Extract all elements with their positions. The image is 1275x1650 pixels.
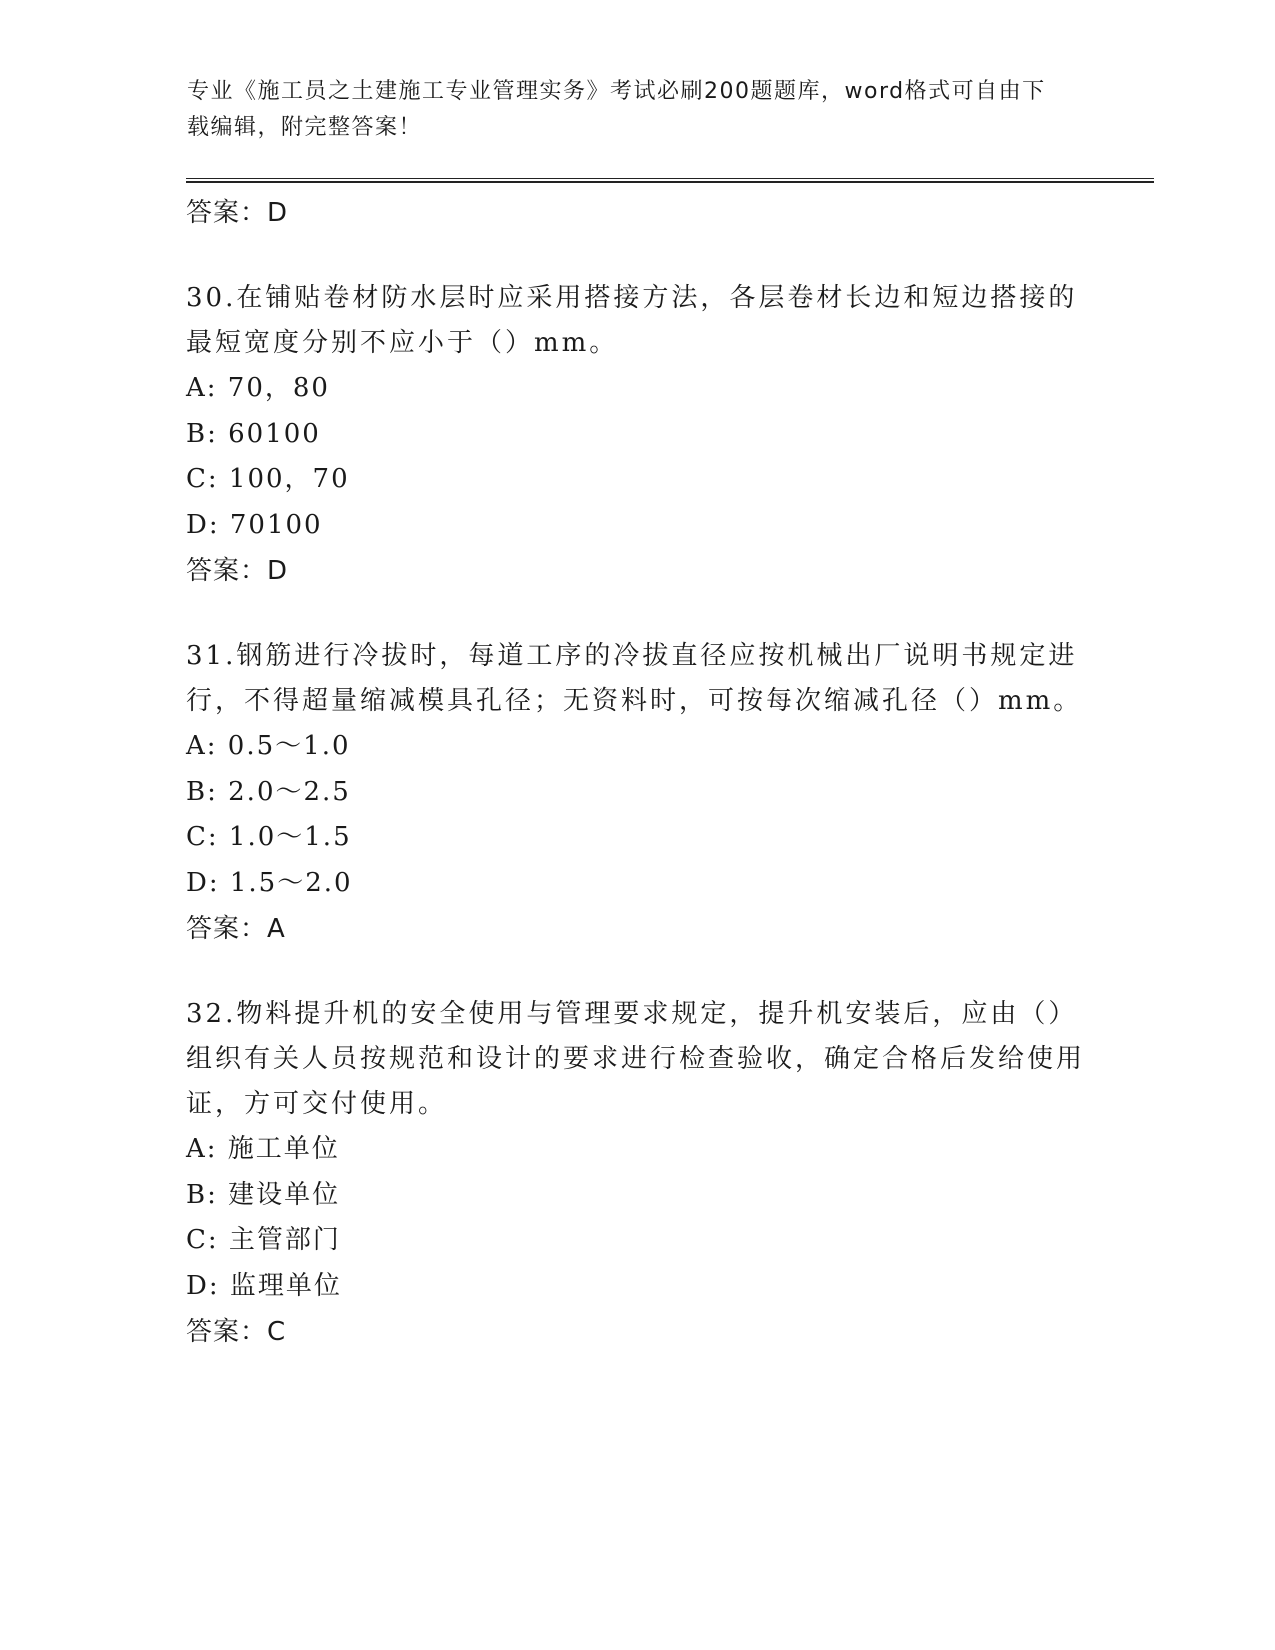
option-a: A: 0.5～1.0: [186, 731, 351, 761]
question-text: 31.钢筋进行冷拔时，每道工序的冷拔直径应按机械出厂说明书规定进行，不得超量缩减模具孔径；无资料时，可按每次缩减孔径（）mm。: [186, 641, 1083, 716]
question-30: [186, 276, 1086, 594]
header-divider: [186, 178, 1154, 183]
page-header: 专业《施工员之土建施工专业管理实务》考试必刷200题题库，word格式可自由下载编辑，附完整答案！: [187, 79, 1046, 140]
answer-line: 答案：A: [186, 914, 286, 944]
option-c: C: 1.0～1.5: [186, 822, 352, 852]
question-text: 30.在铺贴卷材防水层时应采用搭接方法，各层卷材长边和短边搭接的最短宽度分别不应小于（）mm。: [186, 283, 1078, 358]
option-c: C: 主管部门: [186, 1225, 341, 1255]
question-31: [186, 634, 1086, 952]
option-b: B: 2.0～2.5: [186, 776, 351, 807]
option-a: A: 施工单位: [186, 1134, 340, 1164]
option-b: B: 60100: [186, 418, 321, 449]
answer-line: 答案：C: [186, 1317, 287, 1347]
option-c: C: 100，70: [186, 464, 350, 494]
option-b: B: 建设单位: [186, 1179, 341, 1210]
answer-line: 答案：D: [186, 198, 289, 228]
document-body: [186, 190, 1086, 1355]
option-a: A: 70，80: [186, 373, 330, 403]
option-d: D: 1.5～2.0: [186, 867, 353, 898]
question-text: 32.物料提升机的安全使用与管理要求规定，提升机安装后，应由（）组织有关人员按规范和设计的要求进行检查验收，确定合格后发给使用证，方可交付使用。: [186, 999, 1086, 1119]
option-d: D: 监理单位: [186, 1270, 342, 1301]
question-32: [186, 992, 1086, 1355]
answer-line: 答案：D: [186, 556, 289, 586]
option-d: D: 70100: [186, 509, 323, 540]
